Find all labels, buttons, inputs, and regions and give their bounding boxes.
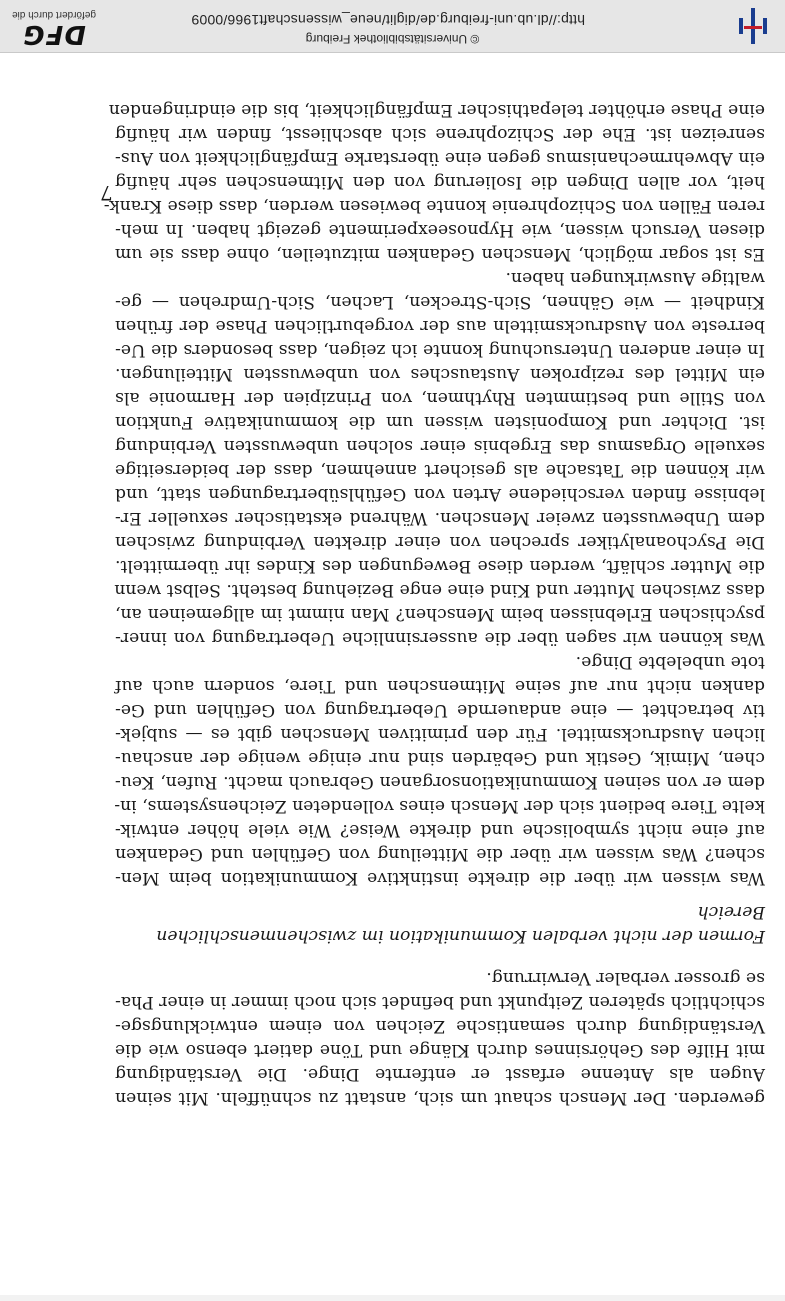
text-line: senreizen ist. Ehe der Schizophrene sich abschliesst, finden wir häufig	[115, 124, 765, 144]
text-line: psychischen Erlebnissen beim Menschen? Man nimmt im allgemeinen an,	[115, 604, 765, 624]
text-line: diesen Versuch wissen, wie Hypnoseexperimente gezeigt haben. In meh-	[115, 220, 765, 240]
text-line: eine Phase erhöhter telepathischer Empfänglichkeit, bis die eindringenden	[108, 100, 765, 120]
text-line: lebnisse finden verschiedene Arten von Gefühlsübertragungen statt, und	[115, 484, 765, 504]
text-line: ein Mittel des reziproken Austausches von unbewussten Mitteilungen.	[115, 364, 765, 384]
text-line: dem er von seinen Kommunikationsorganen Gebrauch macht. Rufen, Keu-	[115, 772, 765, 792]
text-line: heit, vor allen Dingen die Isolierung von den Mitmenschen sehr häufig	[115, 172, 765, 192]
text-line: Kindheit — wie Gähnen, Sich-Strecken, Lachen, Sich-Umdrehen — ge-	[115, 292, 765, 312]
paragraph-3	[103, 98, 765, 266]
text-line: se grosser verbaler Verwirrung.	[486, 968, 765, 988]
text-line: lichen Ausdrucksmittel. Für den primitiven Menschen gibt es — subjek-	[115, 724, 765, 744]
text-line: Augen als Antenne erfasst er entfernte Dinge. Die Verständigung	[115, 1064, 765, 1084]
page-number: 7	[100, 181, 113, 205]
text-line: ein Abwehrmechanismus gegen eine überstarke Empfänglichkeit von Aus-	[115, 148, 765, 168]
dfg-logo-icon[interactable]	[12, 9, 96, 48]
section-heading	[115, 900, 765, 948]
text-line: reren Fällen von Schizophrenie konnte bewiesen werden, dass diese Krank-	[103, 196, 765, 216]
text-line: mit Hilfe des Gehörsinnes durch Klänge und Töne datiert ebenso wie die	[115, 1040, 765, 1060]
text-line: tote unbelebte Dinge.	[575, 652, 765, 672]
text-line: wir können die Tatsache als gesichert annehmen, dass der beiderseitige	[115, 460, 765, 480]
text-line: Was wissen wir über die direkte instinktive Kommunikation beim Men-	[115, 868, 765, 888]
text-line: waltige Auswirkungen haben.	[505, 268, 765, 288]
text-line: Formen der nicht verbalen Kommunikation im zwischenmenschlichen	[156, 926, 765, 946]
paragraph-1	[115, 650, 765, 890]
text-line: Bereich	[697, 902, 765, 922]
intro-paragraph	[115, 966, 765, 1110]
paragraph-2	[115, 266, 765, 650]
copyright-text: © Universitätsbibliothek Freiburg	[305, 32, 480, 46]
text-line: die Mutter schläft, werden diese Bewegungen des Kindes ihr übermittelt.	[115, 556, 765, 576]
dfg-mark: DFG	[22, 19, 86, 49]
text-line: tiv betrachtet — eine andauernde Uebertragung von Gefühlen und Ge-	[115, 700, 765, 720]
text-line: ist. Dichter und Komponisten wissen um die kommunikative Funktion	[115, 412, 765, 432]
text-line: danken nicht nur auf seine Mitmenschen und Tiere, sondern auch auf	[115, 676, 765, 696]
text-line: auf eine nicht symbolische und direkte Weise? Wie viele höher entwik-	[115, 820, 765, 840]
scan-margin-strip	[0, 1295, 785, 1301]
text-line: Was können wir sagen über die aussersinnliche Uebertragung von inner-	[115, 628, 765, 648]
text-line: Es ist sogar möglich, Menschen Gedanken mitzuteilen, ohne dass sie um	[115, 244, 765, 264]
dfg-sub-label: gefördert durch die	[12, 9, 96, 20]
text-line: gewerden. Der Mensch schaut um sich, anstatt zu schnüffeln. Mit seinen	[115, 1088, 765, 1108]
text-line: In einer anderen Untersuchung konnte ich zeigen, dass besonders die Ue-	[115, 340, 765, 360]
text-line: kelte Tiere bedient sich der Mensch eines vollendeten Zeichensystems, in-	[114, 796, 765, 816]
document-page	[0, 63, 785, 1293]
text-line: Die Psychoanalytiker sprechen von einer direkten Verbindung zwischen	[115, 532, 765, 552]
text-line: schen? Was wissen wir über die Mitteilung von Gefühlen und Gedanken	[115, 844, 765, 864]
text-line: Verständigung durch semantische Zeichen von einem entwicklungsge-	[115, 1016, 765, 1036]
text-line: dass zwischen Mutter und Kind eine enge Beziehung besteht. Selbst wenn	[114, 580, 765, 600]
text-line: schichtlich späteren Zeitpunkt und befindet sich noch immer in einer Pha-	[115, 992, 765, 1012]
text-line: dem Unbewussten zweier Menschen. Während ekstatischer sexueller Er-	[115, 508, 765, 528]
text-line: sexuelle Orgasmus das Ergebnis einer solchen unbewussten Verbindung	[115, 436, 765, 456]
permalink-url[interactable]: http://dl.ub.uni-freiburg.de/diglit/neue_wissenschaft1966/0009	[191, 12, 585, 28]
text-line: von Stille und bestimmten Rhythmen, von Prinzipien der Harmonie als	[115, 388, 765, 408]
text-line: chen, Mimik, Gestik und Gebärden sind nur einige wenige der anschau-	[115, 748, 765, 768]
text-line: berreste von Ausdrucksmitteln aus der vorgeburtlichen Phase der frühen	[115, 316, 765, 336]
viewer-footer-bar	[0, 0, 785, 53]
